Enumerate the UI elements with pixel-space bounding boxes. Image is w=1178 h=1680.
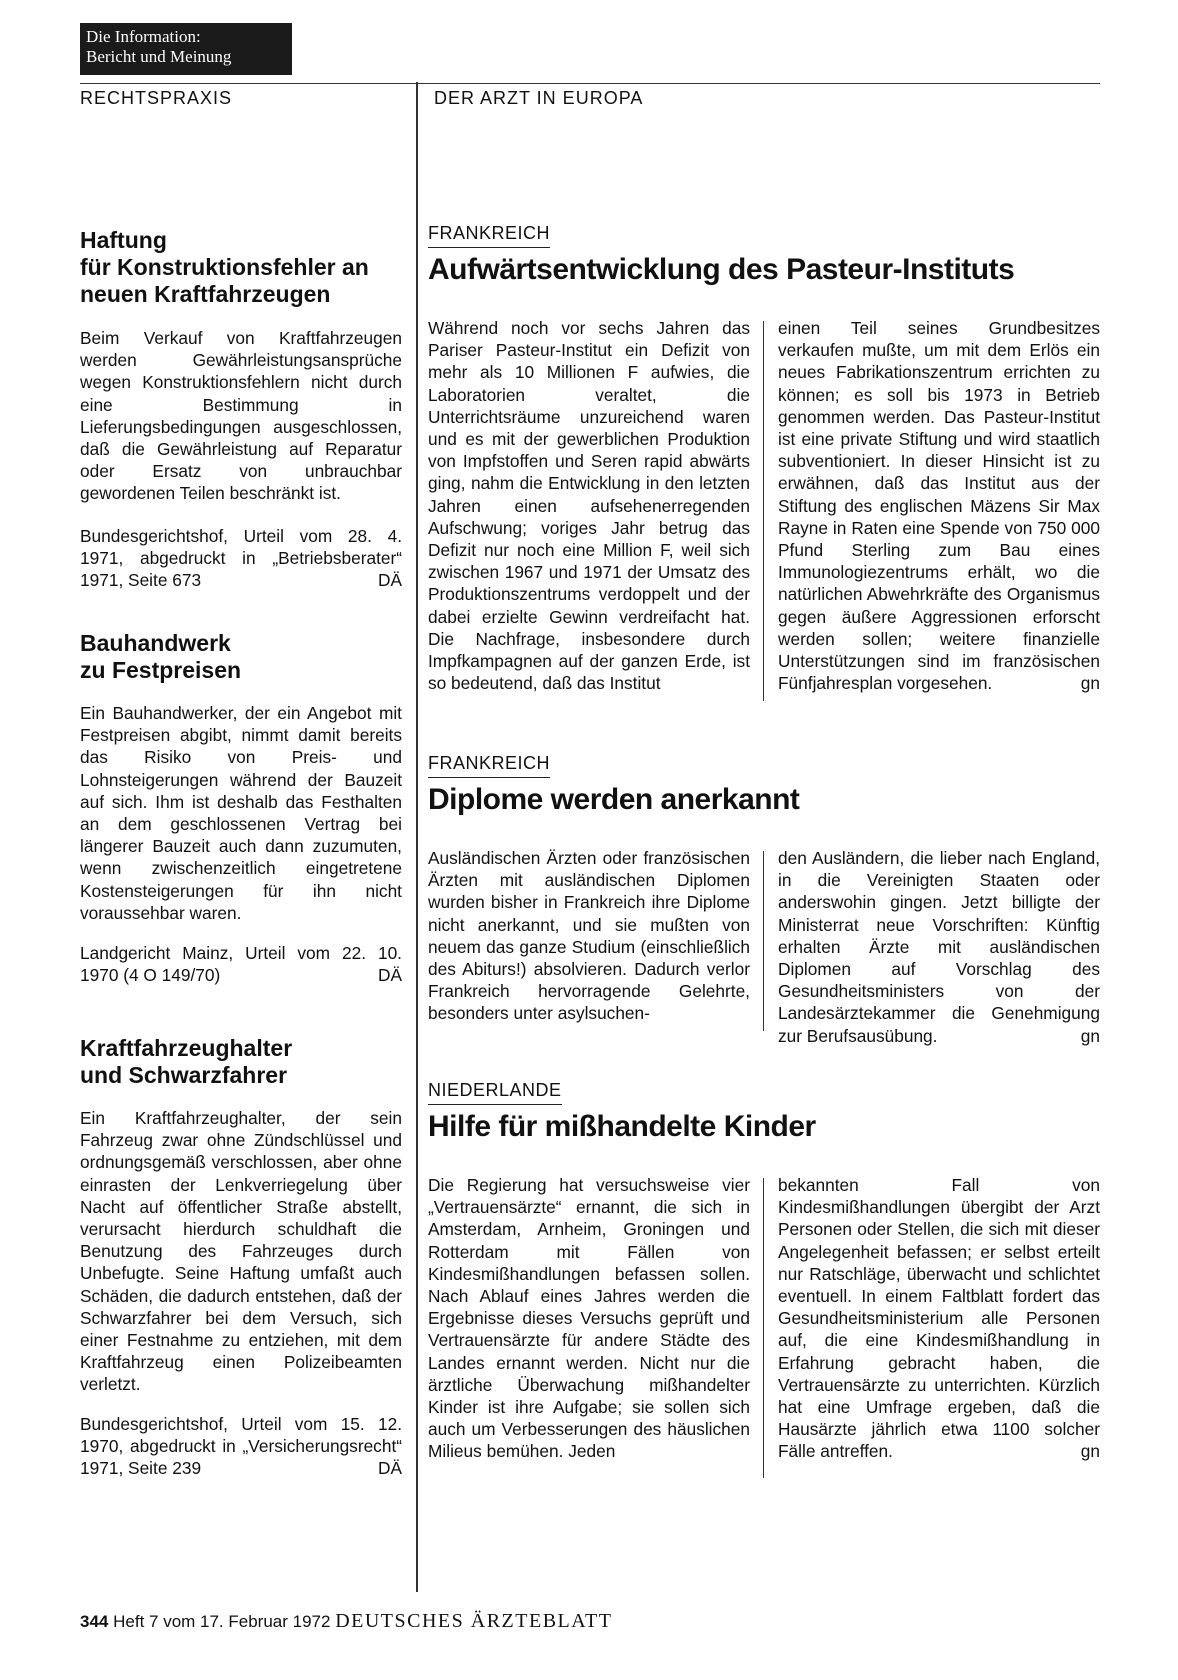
citation-text: Bundesgerichtshof, Urteil vom 15. 12. 1970, abgedruckt in „Versicherungsrecht“ 1971, Seite 239: [80, 1413, 402, 1479]
headline-line: neuen Kraftfahrzeugen: [80, 281, 331, 307]
masthead-line-2: Bericht und Meinung: [86, 47, 232, 66]
article-body: Beim Verkauf von Kraftfahrzeugen werden Gewährleistungsansprüche wegen Konstruktionsfehlern nicht durch eine Bestimmung in Lieferungsbedingungen ausgeschlossen, daß die Gewährleistung auf Reparatur oder Ersatz von unbrauchbar gewordenen Teilen beschränkt ist.: [80, 328, 402, 504]
article-body: Ein Bauhandwerker, der ein Angebot mit Festpreisen abgibt, nimmt damit bereits das Risiko von Preis- und Lohnsteigerungen während der Bauzeit auf sich. Ihm ist deshalb das Festhalten an dem geschlossenen Vertrag bei längerer Bauzeit auch dann zuzumuten, wenn zwischenzeitlich eingetretene Kostensteigerungen für ihn nicht voraussehbar waren.: [80, 703, 402, 923]
article-headline: [80, 227, 402, 308]
headline-line: zu Festpreisen: [80, 657, 242, 683]
issue-info: Heft 7 vom 17. Februar 1972: [113, 1612, 331, 1631]
article-body-col-1: Die Regierung hat versuchsweise vier „Vertrauensärzte“ ernannt, die sich in Amsterdam, Arnheim, Groningen und Rotterdam mit Fällen von Kindesmißhandlungen befassen sollen. Nach Ablauf eines Jahres werden die Ergebnisse dieses Versuchs geprüft und Vertrauensärzte für andere Städte des Landes ernannt werden. Nicht nur die ärztliche Überwachung mißhandelter Kinder ist ihre Aufgabe; sie sollen sich auch um Verbesserungen des häuslichen Milieus bemühen. Jeden: [428, 1175, 750, 1462]
header-rule: [80, 83, 1100, 84]
article-citation: [80, 1413, 402, 1480]
article-text-columns: [428, 1174, 1104, 1484]
article-headline: Diplome werden anerkannt: [428, 783, 800, 816]
text-column-divider: [763, 851, 764, 1031]
article-diplome: [428, 753, 1104, 1046]
headline-line: Bauhandwerk: [80, 630, 231, 656]
headline-line: Haftung: [80, 227, 167, 253]
author-tag: gn: [1080, 673, 1100, 694]
article-kicker: FRANKREICH: [428, 223, 550, 248]
masthead-line-1: Die Information:: [86, 27, 201, 46]
article-body: Ein Kraftfahrzeughalter, der sein Fahrzeug zwar ohne Zündschlüssel und ordnungsgemäß verschlossen, aber ohne einrasten der Lenkverriegelung über Nacht auf öffentlicher Straße abstellt, verursacht hierdurch schuldhaft die Benutzung des Fahrzeuges durch Unbefugte. Seine Haftung umfaßt auch Schäden, die dadurch entstehen, daß der Schwarzfahrer bei dem Versuch, sich einer Festnahme zu entziehen, mit dem Kraftfahrzeug einen Polizeibeamten verletzt.: [80, 1108, 402, 1395]
masthead: [80, 23, 292, 75]
author-tag: DÄ: [377, 1458, 402, 1479]
page-number: 344: [80, 1612, 109, 1631]
article-pasteur: [428, 223, 1104, 694]
article-citation: [80, 942, 402, 986]
article-headline: [80, 1035, 402, 1089]
headline-line: und Schwarzfahrer: [80, 1062, 288, 1088]
article-headline: Aufwärtsentwicklung des Pasteur-Instituts: [428, 253, 1015, 286]
article-haftung: [80, 227, 402, 591]
author-tag: gn: [1080, 1025, 1100, 1046]
column-divider: [416, 82, 418, 1592]
page-footer: [80, 1610, 612, 1633]
article-body-col-2: [778, 1174, 1100, 1463]
body-text: einen Teil seines Grundbesitzes verkaufen mußte, um mit dem Erlös ein neues Fabrikationszentrum errichten zu können; es soll bis 1973 in Betrieb genommen werden. Das Pasteur-Institut ist eine private Stiftung und wird staatlich subventioniert. In dieser Hinsicht ist zu erwähnen, daß das Institut aus der Stiftung des englischen Mäzens Sir Max Rayne in Raten eine Spende von 750 000 Pfund Sterling zum Bau eines Immunologiezentrums erhält, wo die natürlichen Abwehrkräfte des Organismus gegen äußere Aggressionen erforscht werden sollen; weitere finanzielle Unterstützungen sind im französischen Fünfjahresplan vorgesehen.: [778, 318, 1100, 694]
article-kinder: [428, 1080, 1104, 1462]
article-text-columns: [428, 317, 1104, 707]
article-headline: [80, 630, 402, 684]
article-kicker: FRANKREICH: [428, 753, 550, 778]
author-tag: gn: [1080, 1441, 1100, 1462]
headline-line: Kraftfahrzeughalter: [80, 1035, 293, 1061]
author-tag: DÄ: [377, 570, 402, 591]
text-column-divider: [763, 321, 764, 701]
section-title-left: RECHTSPRAXIS: [80, 88, 233, 108]
text-column-divider: [763, 1178, 764, 1478]
journal-name: DEUTSCHES ÄRZTEBLATT: [335, 1610, 613, 1632]
headline-line: für Konstruktionsfehler an: [80, 254, 369, 280]
citation-text: Landgericht Mainz, Urteil vom 22. 10. 1970 (4 O 149/70): [80, 943, 402, 986]
article-bauhandwerk: [80, 630, 402, 986]
article-text-columns: [428, 847, 1104, 1046]
article-body-col-2: [778, 847, 1100, 1047]
article-body-col-2: [778, 317, 1100, 694]
article-headline: Hilfe für mißhandelte Kinder: [428, 1110, 816, 1143]
article-citation: [80, 525, 402, 592]
article-schwarzfahrer: [80, 1035, 402, 1479]
body-text: den Ausländern, die lieber nach England, in die Vereinigten Staaten oder anderswohin gingen. Jetzt billigte der Ministerrat neue Vorschriften: Künftig erhalten Ärzte mit ausländischen Diplomen auf Vorschlag des Gesundheitsministers von der Landesärztekammer die Genehmigung zur Berufsausübung.: [778, 848, 1100, 1046]
section-title-right: DER ARZT IN EUROPA: [434, 88, 644, 108]
article-body-col-1: Ausländischen Ärzten oder französischen Ärzten mit ausländischen Diplomen wurden bisher in Frankreich ihre Diplome nicht anerkannt, und sie mußten von neuem das ganze Studium (einschließlich des Abiturs!) absolvieren. Dadurch verlor Frankreich hervorragende Gelehrte, besonders unter asylsuchen-: [428, 848, 750, 1024]
article-kicker: NIEDERLANDE: [428, 1080, 562, 1105]
article-body-col-1: Während noch vor sechs Jahren das Pariser Pasteur-Institut ein Defizit von mehr als 10 Millionen F aufwies, die Laboratorien veraltet, die Unterrichtsräume unzureichend waren und es mit der gewerblichen Produktion von Impfstoffen und Seren rapid abwärts ging, nahm die Entwicklung in den letzten Jahren einen aufsehenerregenden Aufschwung; voriges Jahr betrug das Defizit nur noch eine Million F, weil sich zwischen 1967 und 1971 der Umsatz des Produktionszentrums verdoppelt und der dabei erzielte Gewinn verdreifacht hat. Die Nachfrage, insbesondere durch Impfkampagnen auf der ganzen Erde, ist so bedeutend, daß das Institut: [428, 318, 750, 694]
body-text: bekannten Fall von Kindesmißhandlungen übergibt der Arzt Personen oder Stellen, die sich mit dieser Angelegenheit befassen; er selbst erteilt nur Ratschläge, überwacht und schlichtet eventuell. In einem Faltblatt fordert das Gesundheitsministerium alle Personen auf, die eine Kindesmißhandlung in Erfahrung gebracht haben, die Vertrauensärzte zu unterrichten. Kürzlich hat eine Umfrage ergeben, daß die Hausärzte jährlich etwa 1100 solcher Fälle antreffen.: [778, 1175, 1100, 1462]
citation-text: Bundesgerichtshof, Urteil vom 28. 4. 1971, abgedruckt in „Betriebsberater“ 1971, Seite 673: [80, 525, 402, 591]
author-tag: DÄ: [377, 965, 402, 986]
